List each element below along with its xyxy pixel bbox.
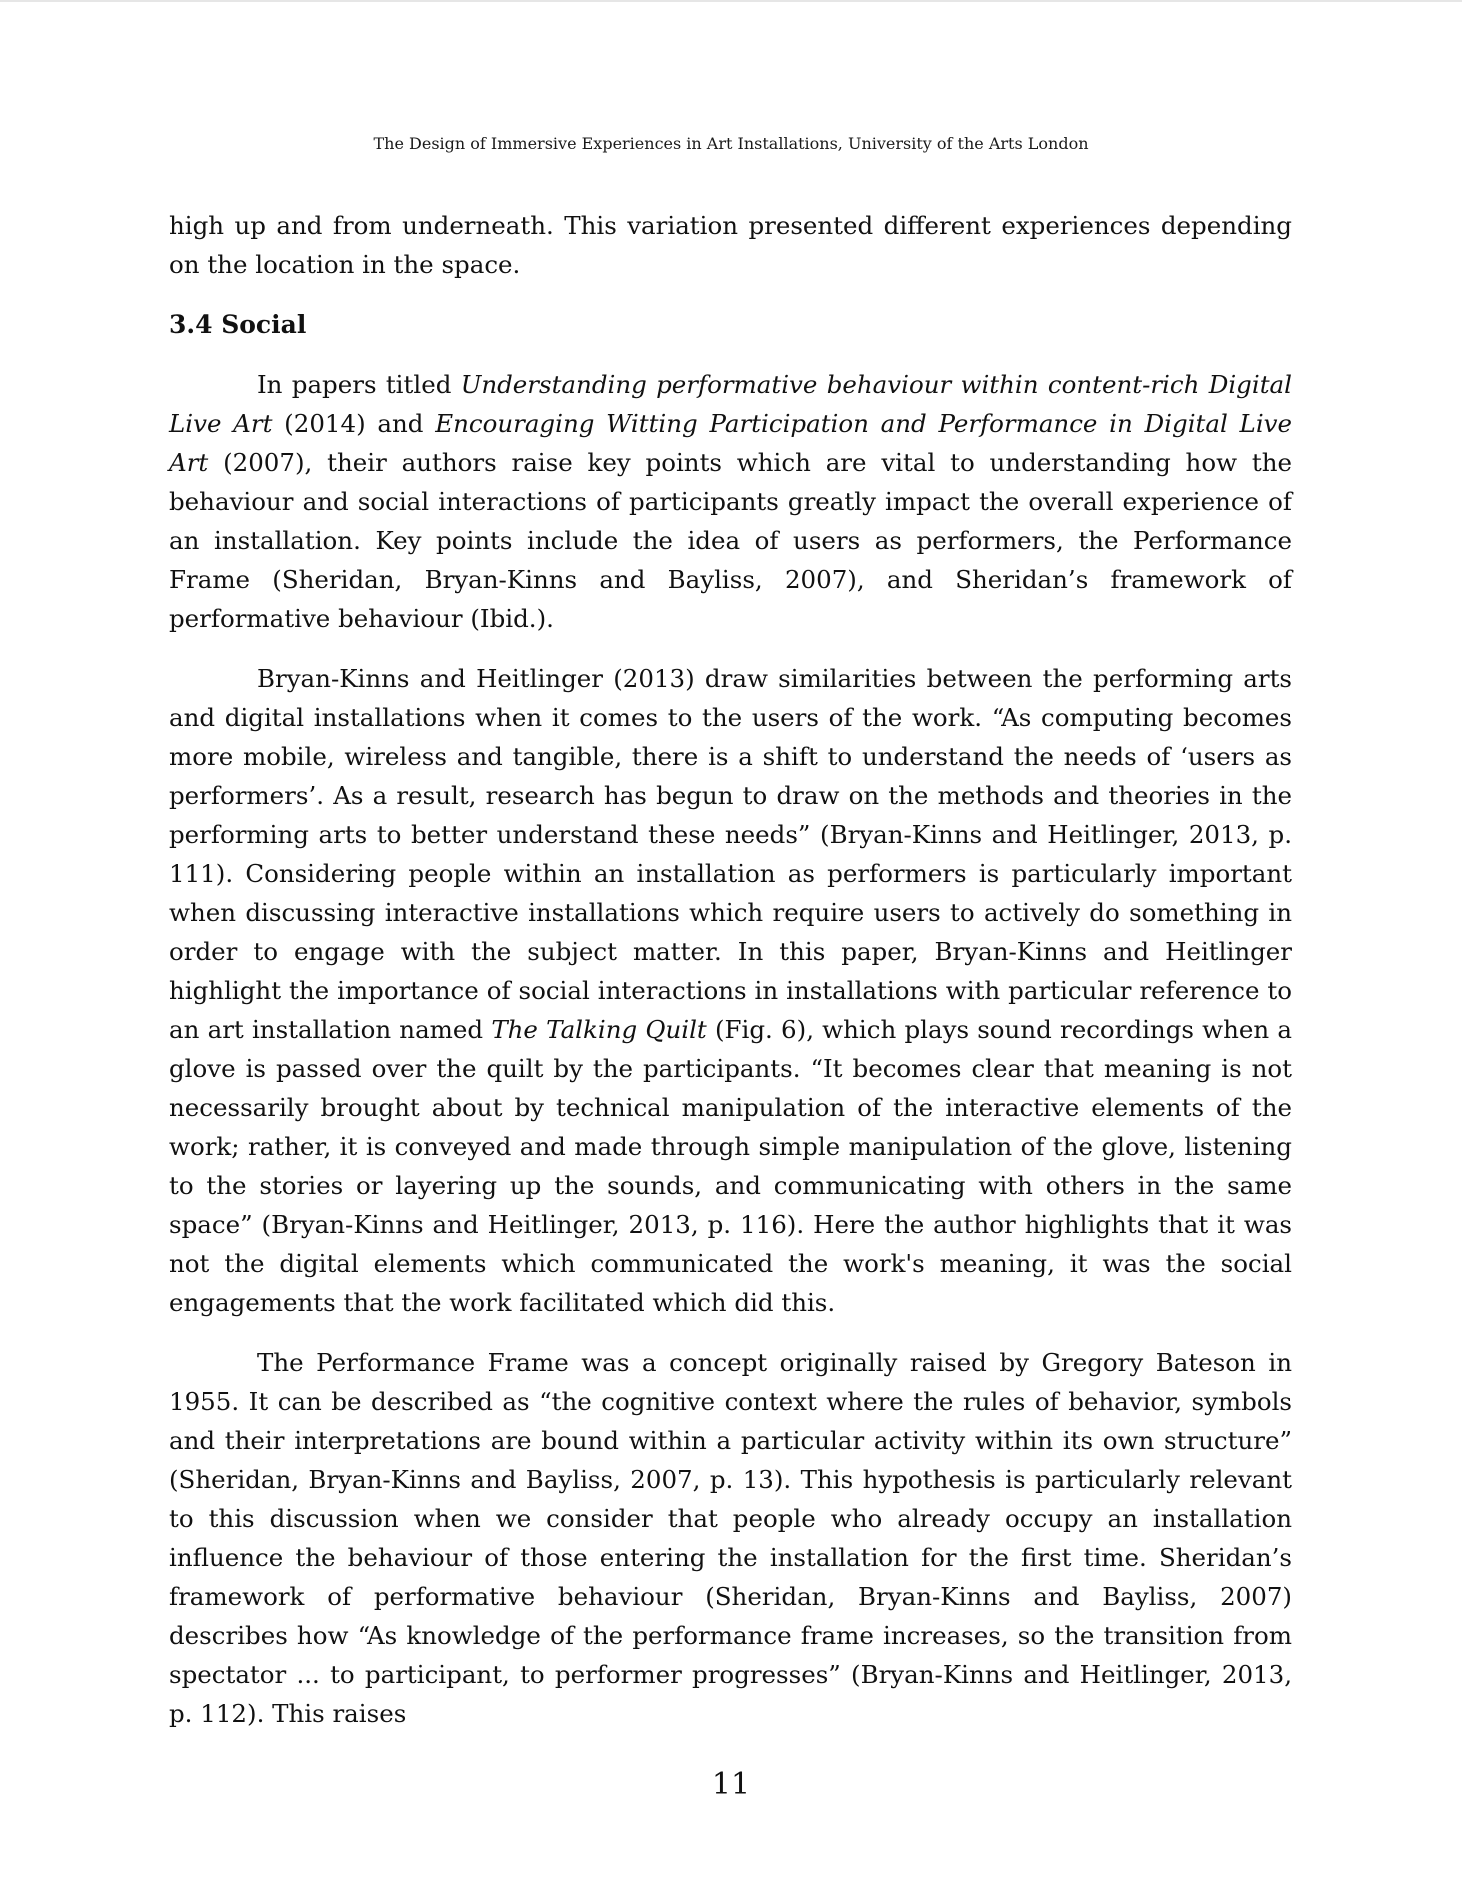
page-number: 11 (711, 1767, 751, 1802)
running-header: The Design of Immersive Experiences in Art Installations, University of the Arts London (373, 134, 1089, 153)
paragraph-1-text-c: (2007), their authors raise key points which are vital to understanding how the behaviour and social interactions of participants greatly impact the overall experience of an installation. Key points include the idea of users as performers, the Performance Frame (Sheridan, Bryan-Kinns and Bayliss, 2007), and Sheridan’s framework of performative behaviour (Ibid.). (169, 448, 1292, 633)
continued-paragraph: high up and from underneath. This variation presented different experiences depending on the location in the space. (169, 211, 1292, 279)
paragraph-1-text-b: (2014) and (272, 409, 436, 438)
page-top-edge (0, 0, 1462, 2)
paper-title-understanding-performative-behaviour: Understanding performative behaviour within content-rich Digital Live Art (169, 370, 1292, 438)
paper-title-encouraging-witting-participation: Encouraging Witting Participation and Performance in Digital Live Art (169, 409, 1292, 477)
page-body (169, 206, 1292, 1754)
paragraph-1-text-a: In papers titled (257, 370, 461, 399)
paragraph-3: The Performance Frame was a concept originally raised by Gregory Bateson in 1955. It can be described as “the cognitive context where the rules of behavior, symbols and their interpretations are bound within a particular activity within its own structure” (Sheridan, Bryan-Kinns and Bayliss, 2007, p. 13). This hypothesis is particularly relevant to this discussion when we consider that people who already occupy an installation influence the behaviour of those entering the installation for the first time. Sheridan’s framework of performative behaviour (Sheridan, Bryan-Kinns and Bayliss, 2007) describes how “As knowledge of the performance frame increases, so the transition from spectator ... to participant, to performer progresses” (Bryan-Kinns and Heitlinger, 2013, p. 112). This raises (169, 1348, 1292, 1728)
paragraph-2 (169, 659, 1292, 1322)
section-heading: 3.4 Social (169, 310, 307, 339)
artwork-title-talking-quilt: The Talking Quilt (491, 1015, 707, 1044)
paragraph-1 (169, 365, 1292, 638)
paragraph-2-text-b: (Fig. 6), which plays sound recordings when a glove is passed over the quilt by the participants. “It becomes clear that meaning is not necessarily brought about by technical manipulation of the interactive elements of the work; rather, it is conveyed and made through simple manipulation of the glove, listening to the stories or layering up the sounds, and communicating with others in the same space” (Bryan-Kinns and Heitlinger, 2013, p. 116). Here the author highlights that it was not the digital elements which communicated the work's meaning, it was the social engagements that the work facilitated which did this. (169, 1015, 1292, 1317)
paragraph-2-text-a: Bryan-Kinns and Heitlinger (2013) draw similarities between the performing arts and digital installations when it comes to the users of the work. “As computing becomes more mobile, wireless and tangible, there is a shift to understand the needs of ‘users as performers’. As a result, research has begun to draw on the methods and theories in the performing arts to better understand these needs” (Bryan-Kinns and Heitlinger, 2013, p. 111). Considering people within an installation as performers is particularly important when discussing interactive installations which require users to actively do something in order to engage with the subject matter. In this paper, Bryan-Kinns and Heitlinger highlight the importance of social interactions in installations with particular reference to an art installation named (169, 664, 1292, 1044)
